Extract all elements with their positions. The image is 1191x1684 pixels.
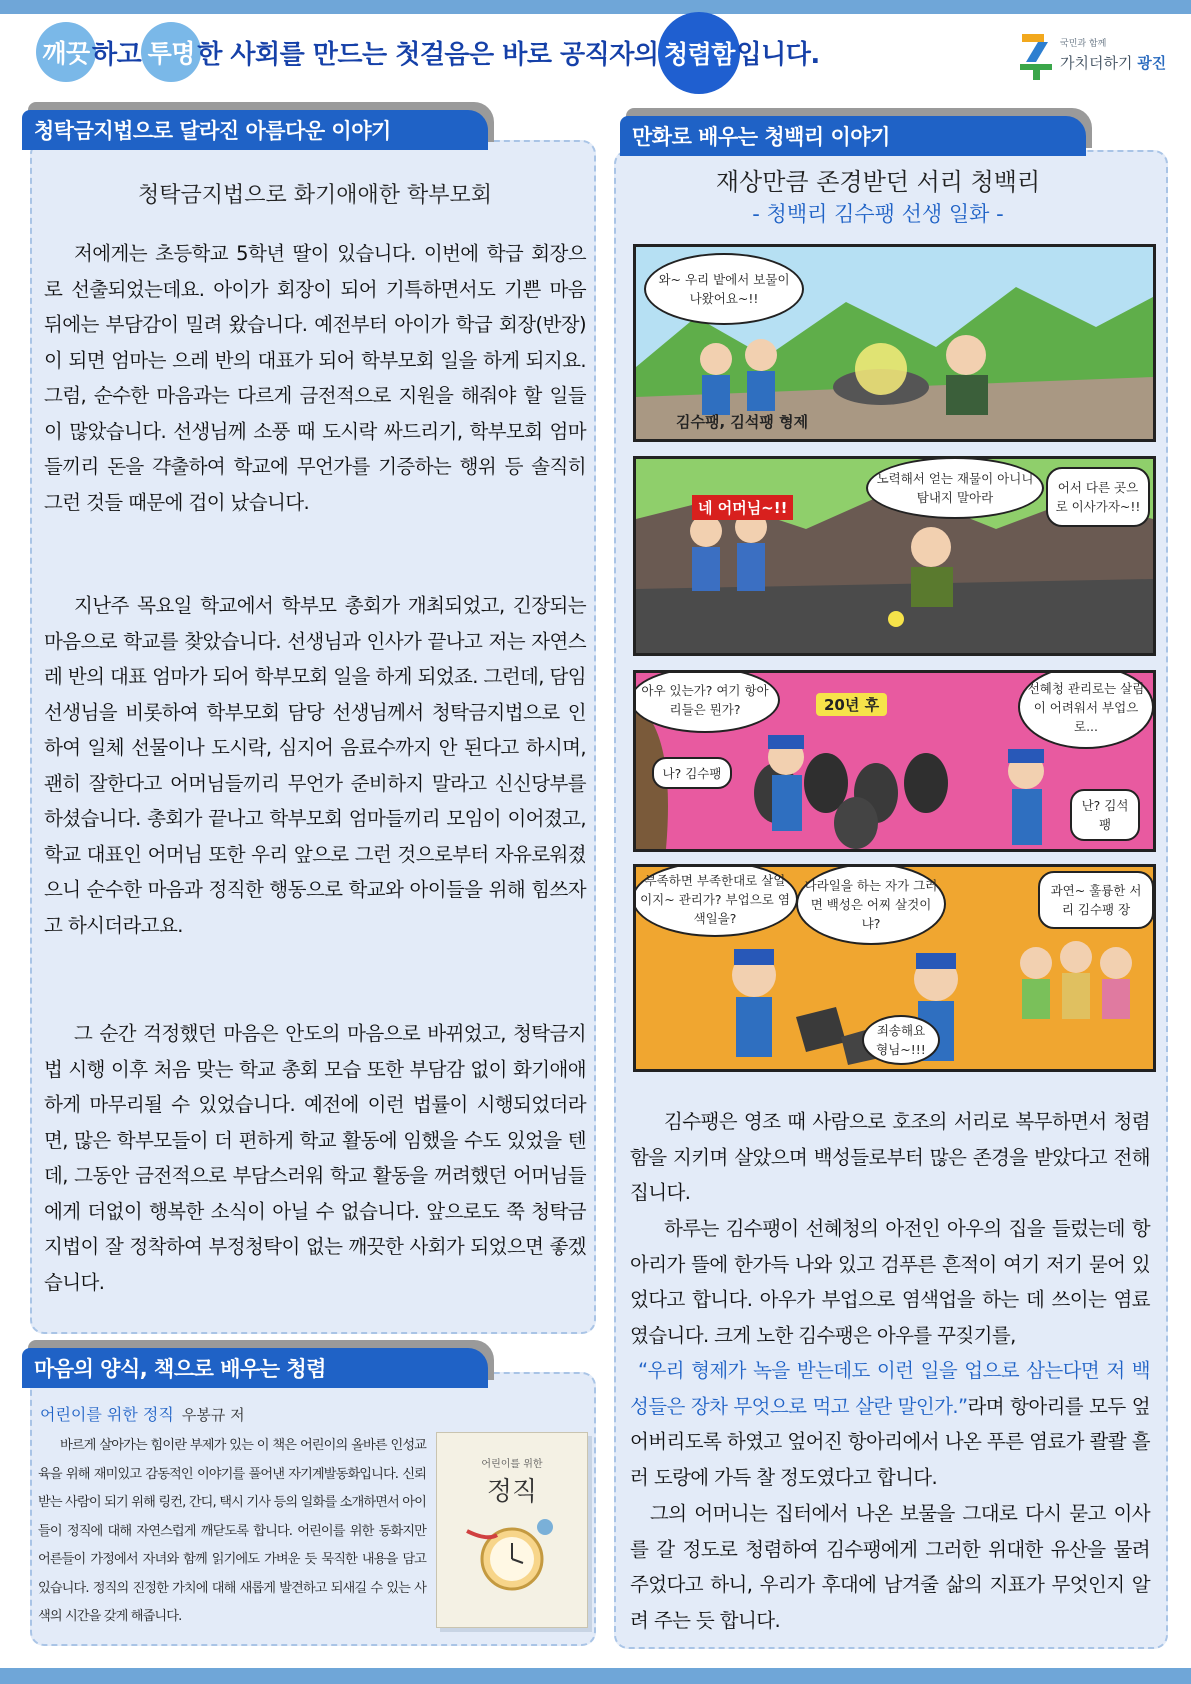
bottom-border-bar xyxy=(0,1668,1191,1684)
book-cover-title: 정직 xyxy=(486,1477,538,1507)
slogan-text-2: 한 사회를 만드는 첫걸음은 바로 공직자의 xyxy=(197,39,659,70)
right-article-quote-followup: 라며 항아리를 모두 엎어버리도록 하였고 엎어진 항아리에서 나온 푸른 염료가 콸콸 흘러 도랑에 가득 찰 정도였다고 합니다. xyxy=(630,1394,1150,1489)
book-title-line xyxy=(40,1402,245,1425)
logo-name-main: 가치더하기 xyxy=(1060,54,1133,72)
logo-mark-icon xyxy=(1018,28,1054,80)
gwangjin-logo xyxy=(1018,26,1167,82)
left-article-paragraph-3: 그 순간 걱정했던 마음은 안도의 마음으로 바뀌었고, 청탁금지법 시행 이후 처음 맞는 학교 총회 모습 또한 부담감 없이 화기애애하게 마무리될 수 있었습니다. 예전에 이런 법률이 시행되었더라면, 많은 학부모들이 더 편하게 학교 활동에 임했을 수도 있었을 텐데, 그동안 금전적으로 부담스러워 학교 활동을 꺼려했던 어머님들에게 더없이 행복한 소식이 아닐 수 없습니다. 앞으로도 쭉 청탁금지법이 잘 정착하여 부정청탁이 없는 깨끗한 사회가 되었으면 좋겠습니다. xyxy=(44,1022,586,1294)
comic-panel-4-bubble-2: 나라일을 하는 자가 그러면 백성은 어찌 살것이냐? xyxy=(796,864,946,945)
comic-panel-2-shout: 네 어머님~!! xyxy=(692,495,793,520)
left-article-paragraph-1: 저에게는 초등학교 5학년 딸이 있습니다. 이번에 학급 회장으로 선출되었는데요. 아이가 회장이 되어 기특하면서도 기쁜 마음 뒤에는 부담감이 밀려 왔습니다. 예전부터 아이가 학급 회장(반장)이 되면 엄마는 으레 반의 대표가 되어 학부모회 일을 하게 되지요. 그럼, 순수한 마음과는 다르게 금전적으로 지원을 해줘야 할 일들이 많았습니다. 선생님께 소풍 때 도시락 싸드리기, 학부모회 엄마들끼리 돈을 갹출하여 학교에 무언가를 기증하는 행위 등 솔직히 그런 것들 때문에 겁이 났습니다. xyxy=(44,242,586,514)
slogan-circle-2: 투명 xyxy=(141,22,201,82)
left-article-paragraph-2: 지난주 목요일 학교에서 학부모 총회가 개최되었고, 긴장되는 마음으로 학교를 찾았습니다. 선생님과 인사가 끝나고 저는 자연스레 반의 대표 엄마가 되어 학부모회 일을 하게 되었죠. 그런데, 담임선생님을 비롯하여 학부모회 담당 선생님께서 청탁금지법으로 인하여 일체 선물이나 도시락, 심지어 음료수까지 안 된다고 하시며, 괜히 잘한다고 어머님들끼리 무언가 준비하지 말라고 신신당부를 하셨습니다. 총회가 끝나고 학부모회 엄마들끼리 모임이 이어졌고, 학교 대표인 어머님 또한 우리 앞으로 그런 것으로부터 자유로워졌으니 순수한 마음과 정직한 행동으로 학교와 아이들을 위해 힘쓰자고 하시더라고요. xyxy=(44,594,586,937)
slogan-circle-3: 청렴함 xyxy=(658,12,740,94)
right-article-paragraph-2: 하루는 김수팽이 선혜청의 아전인 아우의 집을 들렀는데 항아리가 뜰에 한가득 나와 있고 검푸른 흔적이 여기 저기 묻어 있었다고 합니다. 아우가 부업으로 염색업을 하는 데 쓰이는 염료였습니다. 크게 노한 김수팽은 아우를 꾸짖기를, xyxy=(630,1217,1150,1347)
right-article-paragraph-3: 그의 어머니는 집터에서 나온 보물을 그대로 다시 묻고 이사를 갈 정도로 청렴하여 김수팽에게 그러한 위대한 유산을 물려 주었다고 하니, 우리가 후대에 남겨줄 삶의 지표가 무엇인지 알려 주는 듯 합니다. xyxy=(630,1502,1150,1632)
comic-subtitle: - 청백리 김수팽 선생 일화 - xyxy=(752,202,1004,226)
comic-panel-1 xyxy=(633,244,1156,442)
left-article-tab: 청탁금지법으로 달라진 아름다운 이야기 xyxy=(22,110,488,150)
comic-panel-4 xyxy=(633,864,1156,1072)
book-cover-subtitle: 어린이를 위한 xyxy=(481,1459,543,1470)
book-description: 바르게 살아가는 힘이란 부제가 있는 이 책은 어린이의 올바른 인성교육을 위해 재미있고 감동적인 이야기를 풀어낸 자기계발동화입니다. 신뢰받는 사람이 되기 위해 링컨, 간디, 택시 기사 등의 일화를 소개하면서 아이들이 정직에 대해 자연스럽게 깨닫도록 합니다. 어린이를 위한 동화지만 어른들이 가정에서 자녀와 함께 읽기에도 가벼운 듯 묵직한 내용을 담고 있습니다. 정직의 진정한 가치에 대해 새롭게 발견하고 되새길 수 있는 사색의 시간을 갖게 해줍니다. xyxy=(38,1438,426,1624)
slogan-text-3: 입니다. xyxy=(736,39,820,70)
comic-panel-3-name-2: 난? 김석팽 xyxy=(1070,789,1140,841)
slogan-text-1: 하고 xyxy=(92,39,142,70)
comic-panel-3-bubble-1: 아우 있는가? 여기 항아리들은 뭔가? xyxy=(633,670,780,733)
comic-tab: 만화로 배우는 청백리 이야기 xyxy=(620,116,1086,156)
comic-panel-4-bubble-3: 과연~ 훌륭한 서리 김수팽 장 xyxy=(1038,871,1154,929)
book-cover-image xyxy=(436,1432,588,1628)
slogan-circle-1: 깨끗 xyxy=(36,22,96,82)
logo-name-accent: 광진 xyxy=(1137,54,1167,72)
comic-panel-3 xyxy=(633,670,1156,852)
comic-panel-3-label: 20년 후 xyxy=(816,693,887,716)
comic-panel-1-bubble: 와~ 우리 밭에서 보물이 나왔어요~!! xyxy=(644,253,804,325)
comic-panel-2-bubble-2: 어서 다른 곳으로 이사가자~!! xyxy=(1046,467,1150,527)
comic-panel-1-caption: 김수팽, 김석팽 형제 xyxy=(676,413,809,431)
comic-panel-4-bubble-1: 부족하면 부족한대로 살일이지~ 관리가? 부업으로 염색일을? xyxy=(633,864,798,937)
book-author: 우봉규 저 xyxy=(181,1406,245,1424)
book-cover-illustration-icon xyxy=(457,1511,567,1601)
logo-tagline: 국민과 함께 xyxy=(1060,39,1107,49)
right-article-quote: “우리 형제가 녹을 받는데도 이런 일을 업으로 삼는다면 저 백성들은 장차 무엇으로 먹고 살란 말인가.” xyxy=(630,1359,1150,1418)
comic-panel-2-bubble-1: 노력해서 얻는 재물이 아니니 탐내지 말아라 xyxy=(866,457,1044,519)
comic-panel-3-name-1: 나? 김수팽 xyxy=(652,757,732,789)
logo-name xyxy=(1060,52,1166,73)
comic-panel-2 xyxy=(633,456,1156,656)
top-border-bar xyxy=(0,0,1191,14)
left-article-title: 청탁금지법으로 화기애애한 학부모회 xyxy=(137,183,493,208)
comic-title: 재상만큼 존경받던 서리 청백리 xyxy=(715,168,1041,196)
book-title: 어린이를 위한 정직 xyxy=(40,1405,174,1424)
right-article-paragraph-1: 김수팽은 영조 때 사람으로 호조의 서리로 복무하면서 청렴함을 지키며 살았으며 백성들로부터 많은 존경을 받았다고 전해집니다. xyxy=(630,1110,1150,1204)
header-slogan xyxy=(36,22,820,82)
book-tab: 마음의 양식, 책으로 배우는 청렴 xyxy=(22,1348,488,1388)
comic-panel-3-bubble-2: 선혜청 관리로는 살림이 어려워서 부업으로... xyxy=(1018,670,1154,749)
right-article-paragraph-quote xyxy=(630,1353,1150,1495)
comic-panel-4-bubble-4: 죄송해요 형님~!!! xyxy=(862,1015,940,1065)
